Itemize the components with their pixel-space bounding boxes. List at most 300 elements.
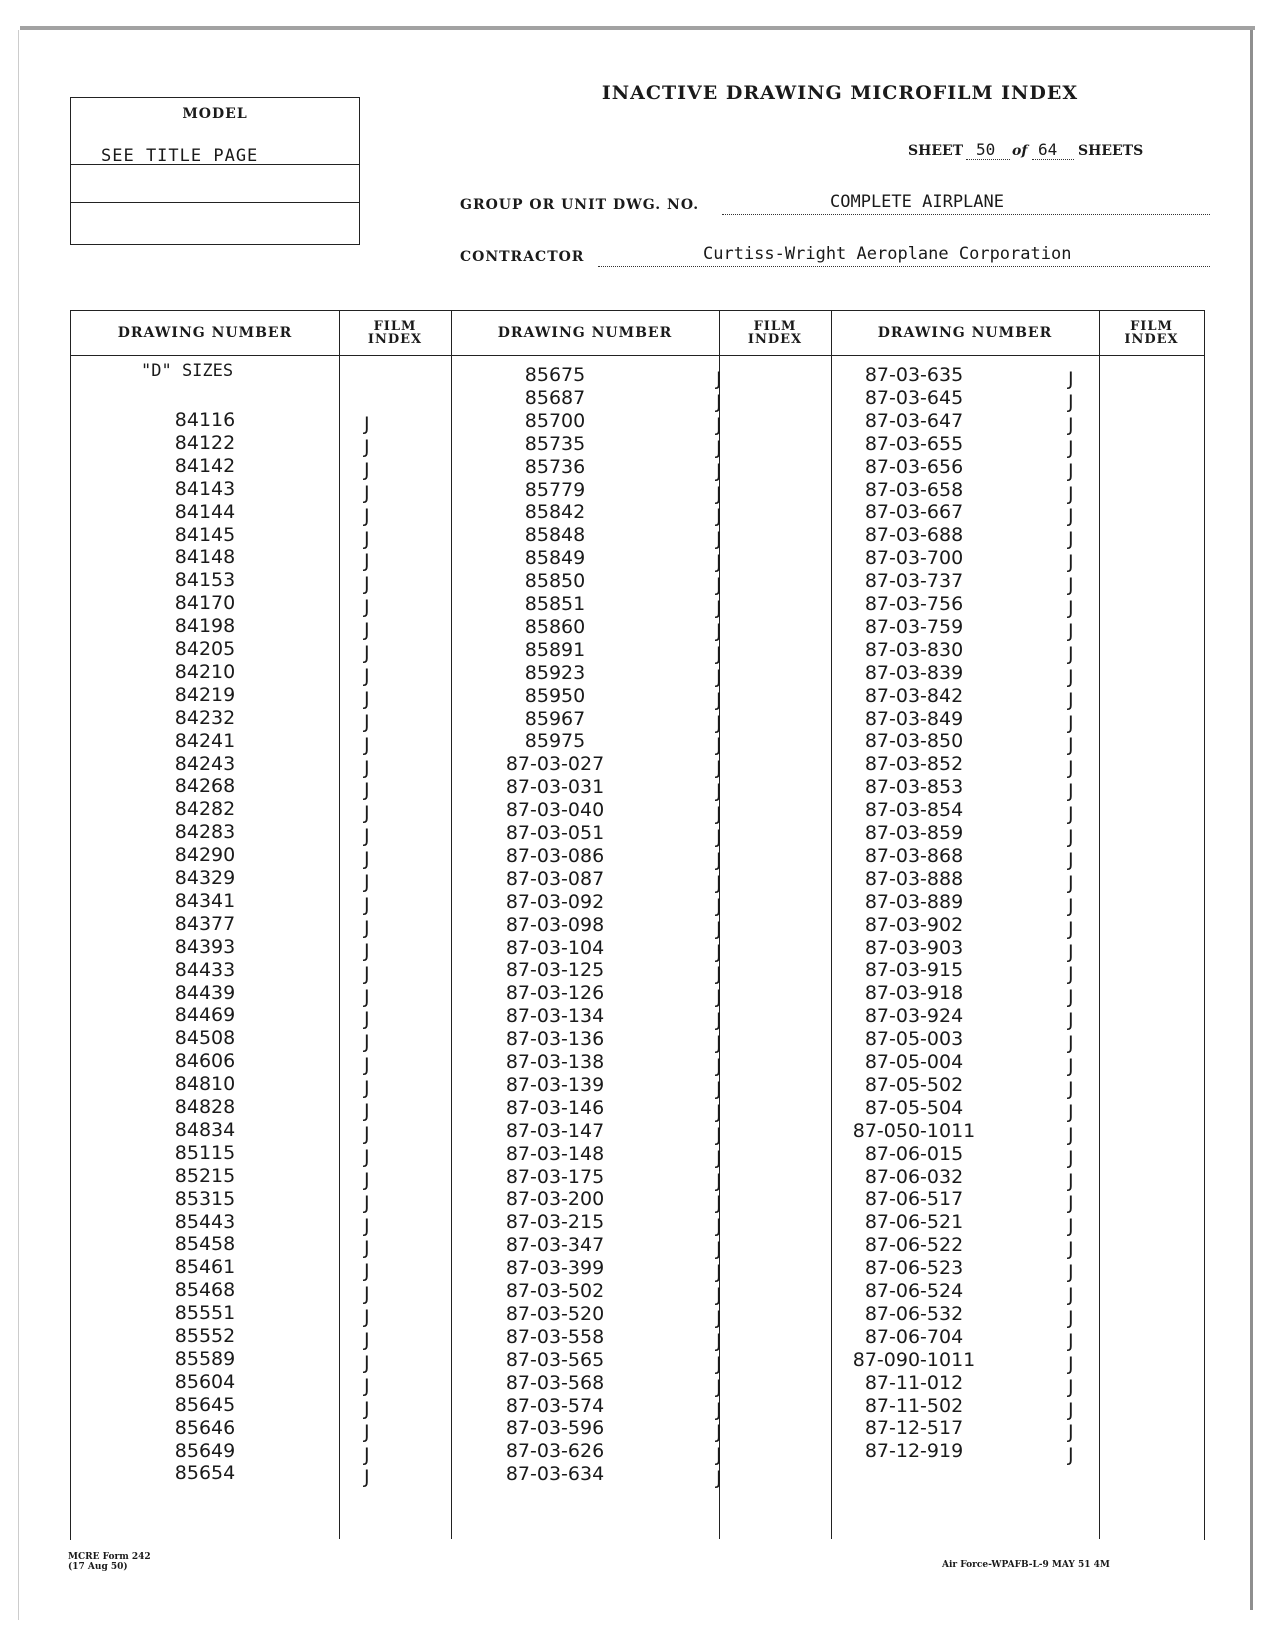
film-index-value: J: [364, 1191, 370, 1214]
model-value: SEE TITLE PAGE: [101, 146, 259, 166]
film-index-value: J: [716, 1169, 722, 1192]
column-header-film-index-2: [719, 311, 831, 355]
drawing-number: 87-03-915: [864, 959, 964, 982]
film-index-value: J: [364, 642, 370, 664]
drawing-number: 87-03-635: [864, 364, 964, 386]
contractor-line: [598, 266, 1210, 267]
film-index-value: J: [1068, 551, 1074, 574]
film-index-value: J: [716, 1352, 722, 1375]
film-index-value: J: [1068, 1238, 1074, 1261]
film-index-value: J: [364, 1260, 370, 1283]
film-index-value: J: [364, 1054, 370, 1077]
film-index-value: J: [364, 1077, 370, 1100]
film-index-value: J: [1068, 1284, 1074, 1306]
drawing-number: 87-11-502: [864, 1394, 964, 1417]
drawing-number: 85700: [524, 409, 586, 432]
film-index-value: J: [364, 1329, 370, 1351]
drawing-number: 85850: [524, 570, 586, 593]
drawing-number: 87-03-737: [864, 570, 964, 593]
drawing-number: 87-03-139: [505, 1073, 605, 1096]
scan-left-edge: [18, 30, 19, 1620]
drawing-number: 87-06-032: [864, 1165, 964, 1188]
drawing-number: 87-03-667: [864, 501, 964, 524]
table-divider-2: [451, 311, 452, 1539]
drawing-number: 87-03-850: [864, 730, 964, 753]
drawing-number: 87-03-830: [864, 638, 964, 661]
film-index-value: J: [1068, 642, 1074, 665]
drawing-number: 84241: [174, 729, 236, 752]
drawing-number: 84170: [174, 592, 236, 615]
drawing-number: 87-03-924: [864, 1005, 964, 1028]
film-index-value: J: [364, 1168, 370, 1191]
drawing-number: 85468: [174, 1279, 236, 1302]
drawing-number: 84341: [174, 889, 236, 912]
film-index-value: J: [364, 435, 370, 458]
drawing-number: 87-090-1011: [852, 1348, 976, 1371]
drawing-number: 87-03-568: [505, 1371, 605, 1394]
film-index-value: J: [716, 528, 722, 551]
drawing-number: 84198: [174, 615, 236, 638]
film-index-value: J: [1068, 1352, 1074, 1375]
film-index-value: J: [1068, 482, 1074, 505]
drawing-number: 87-03-126: [505, 982, 605, 1005]
film-index-value: J: [1068, 871, 1074, 894]
film-index-value: J: [364, 619, 370, 642]
drawing-number: 87-03-148: [505, 1142, 605, 1165]
film-index-value: J: [716, 390, 722, 413]
film-index-value: J: [364, 733, 370, 756]
film-index-value: J: [1068, 1398, 1074, 1421]
drawing-number: 84210: [174, 660, 236, 683]
film-index-value: J: [716, 963, 722, 986]
film-index-value: J: [716, 1444, 722, 1467]
drawing-number: 87-03-175: [505, 1165, 605, 1188]
film-index-value: J: [716, 1398, 722, 1421]
drawing-number: 84828: [174, 1096, 236, 1118]
film-index-value: J: [1068, 1375, 1074, 1398]
sheet-total-line: [1032, 159, 1074, 160]
film-index-value: J: [716, 413, 722, 436]
drawing-number: 85849: [524, 547, 586, 570]
drawing-number: 87-12-919: [864, 1440, 964, 1463]
film-index-value: J: [716, 1284, 722, 1306]
film-index-value: J: [1068, 1123, 1074, 1146]
drawing-number: 87-03-854: [864, 799, 964, 822]
film-index-value: J: [1068, 505, 1074, 528]
film-index-value: J: [1068, 597, 1074, 619]
drawing-number: 84268: [174, 775, 236, 798]
film-index-value: J: [1068, 917, 1074, 940]
drawing-number: 87-03-200: [505, 1188, 605, 1211]
film-index-value: J: [1068, 1329, 1074, 1352]
drawing-number: 84810: [174, 1073, 236, 1096]
drawing-number: 87-03-756: [864, 593, 964, 615]
group-value: COMPLETE AIRPLANE: [830, 192, 1004, 212]
contractor-label: CONTRACTOR: [460, 249, 585, 265]
film-index-value: J: [716, 665, 722, 688]
film-index-value: J: [364, 1351, 370, 1374]
film-index-value: J: [1068, 688, 1074, 711]
drawing-number: 87-03-092: [505, 890, 605, 913]
drawing-number: 87-06-522: [864, 1234, 964, 1257]
form-line-2: (17 Aug 50): [68, 1562, 128, 1572]
film-index-value: J: [1068, 1032, 1074, 1055]
drawing-number: 84433: [174, 958, 236, 981]
film-index-value: J: [716, 1123, 722, 1146]
sheet-total: 64: [1038, 140, 1058, 159]
film-index-value: J: [1068, 963, 1074, 986]
drawing-number: 87-03-138: [505, 1051, 605, 1073]
form-number: [68, 1552, 151, 1572]
drawing-number: 87-03-086: [505, 844, 605, 867]
film-index-value: J: [364, 962, 370, 985]
d-sizes-heading: "D" SIZES: [141, 361, 234, 381]
film-index-value: J: [716, 1077, 722, 1100]
film-index-value: J: [1068, 459, 1074, 482]
drawing-number: 85842: [524, 501, 586, 524]
drawing-number: 87-06-532: [864, 1302, 964, 1325]
film-index-value: J: [1068, 1146, 1074, 1169]
film-index-value: J: [364, 1420, 370, 1443]
film-index-value: J: [1068, 1009, 1074, 1032]
film-index-value: J: [716, 1146, 722, 1169]
film-index-value: J: [716, 505, 722, 528]
film-index-value: J: [716, 597, 722, 619]
film-header-line2: INDEX: [1124, 332, 1179, 347]
film-index-value: J: [364, 893, 370, 916]
drawing-number: 87-03-634: [505, 1463, 605, 1486]
drawing-number: 87-03-031: [505, 776, 605, 799]
drawing-number: 87-03-852: [864, 753, 964, 776]
film-index-value: J: [716, 551, 722, 574]
drawing-number: 87-03-842: [864, 684, 964, 707]
drawing-number: 85779: [524, 478, 586, 501]
drawing-number: 87-03-918: [864, 982, 964, 1005]
drawing-number: 87-03-759: [864, 615, 964, 638]
microfilm-index-table: [70, 310, 1205, 1540]
film-index-value: J: [364, 1100, 370, 1122]
film-index-value: J: [1068, 1444, 1074, 1467]
film-index-value: J: [1068, 711, 1074, 734]
film-index-value: J: [364, 687, 370, 710]
drawing-number: 87-03-147: [505, 1119, 605, 1142]
column-header-drawing-number-2: DRAWING NUMBER: [497, 325, 673, 341]
drawing-number: 87-03-399: [505, 1257, 605, 1280]
drawing-number: 87-03-104: [505, 936, 605, 959]
film-index-value: J: [364, 916, 370, 939]
film-index-value: J: [1068, 390, 1074, 413]
sheets-label: SHEETS: [1078, 143, 1144, 159]
film-index-value: J: [1068, 1261, 1074, 1284]
drawing-number: 87-06-521: [864, 1211, 964, 1234]
drawing-number: 85215: [174, 1164, 236, 1187]
column-header-film-index-3: [1099, 311, 1204, 355]
drawing-number: 84143: [174, 477, 236, 500]
film-index-value: J: [716, 1009, 722, 1032]
film-index-value: J: [716, 619, 722, 642]
group-line: [722, 214, 1210, 215]
scan-right-edge: [1250, 30, 1253, 1610]
of-label: of: [1012, 143, 1028, 159]
film-index-value: J: [1068, 734, 1074, 757]
film-index-value: J: [364, 596, 370, 619]
form-line-1: MCRE Form 242: [68, 1552, 151, 1562]
film-header-line2: INDEX: [367, 332, 423, 347]
sheet-row: [908, 140, 1210, 164]
drawing-number: 87-03-558: [505, 1325, 605, 1348]
sheet-number: 50: [976, 140, 996, 159]
drawing-number: 84145: [174, 523, 236, 546]
film-index-value: J: [364, 1122, 370, 1145]
drawing-number: 85923: [524, 661, 586, 684]
film-index-value: J: [364, 1283, 370, 1306]
drawing-number: 87-03-040: [505, 799, 605, 822]
film-index-value: J: [364, 1397, 370, 1420]
drawing-number: 85589: [174, 1347, 236, 1370]
film-index-value: J: [716, 848, 722, 871]
film-index-value: J: [364, 779, 370, 802]
film-index-value: J: [364, 550, 370, 573]
film-index-value: J: [1068, 757, 1074, 780]
film-index-value: J: [716, 1192, 722, 1215]
drawing-number: 87-03-502: [505, 1280, 605, 1302]
drawing-number: 87-03-647: [864, 409, 964, 432]
film-index-value: J: [1068, 1055, 1074, 1077]
drawing-number: 84834: [174, 1118, 236, 1141]
film-index-value: J: [716, 940, 722, 963]
printer-imprint: Air Force-WPAFB-L-9 MAY 51 4M: [942, 1560, 1110, 1570]
film-index-value: J: [716, 482, 722, 505]
drawing-number: 84282: [174, 798, 236, 821]
group-label: GROUP OR UNIT DWG. NO.: [460, 197, 700, 213]
film-index-value: J: [716, 734, 722, 757]
sheet-number-line: [966, 159, 1010, 160]
film-index-value: J: [364, 756, 370, 779]
film-index-value: J: [716, 1467, 722, 1490]
drawing-number: 84283: [174, 821, 236, 844]
drawing-number: 84469: [174, 1004, 236, 1027]
drawing-number: 85950: [524, 684, 586, 707]
film-index-value: J: [364, 1466, 370, 1489]
drawing-number: 85736: [524, 455, 586, 478]
film-index-value: J: [716, 986, 722, 1009]
drawing-number: 87-03-658: [864, 478, 964, 501]
drawing-number: 87-03-098: [505, 913, 605, 936]
film-index-value: J: [716, 574, 722, 597]
drawing-number: 87-03-889: [864, 890, 964, 913]
drawing-number: 87-03-136: [505, 1028, 605, 1051]
drawing-number: 87-03-574: [505, 1394, 605, 1417]
film-index-value: J: [364, 527, 370, 550]
drawing-number: 84393: [174, 935, 236, 958]
film-header-line2: INDEX: [747, 332, 803, 347]
film-index-value: J: [716, 1100, 722, 1123]
drawing-number: 87-05-504: [864, 1096, 964, 1119]
column-header-drawing-number-1: DRAWING NUMBER: [117, 325, 293, 341]
film-index-value: J: [1068, 1169, 1074, 1192]
sheet-label: SHEET: [908, 143, 964, 159]
film-index-value: J: [1068, 436, 1074, 459]
drawing-number: 84377: [174, 912, 236, 935]
film-index-value: J: [364, 871, 370, 893]
film-index-value: J: [364, 1145, 370, 1168]
drawing-number: 85687: [524, 386, 586, 409]
drawing-number: 87-03-656: [864, 455, 964, 478]
film-index-value: J: [1068, 780, 1074, 803]
drawing-number: 84219: [174, 683, 236, 706]
drawing-number: 84232: [174, 706, 236, 729]
drawing-number: 87-05-004: [864, 1051, 964, 1073]
drawing-number: 87-03-849: [864, 707, 964, 730]
film-index-value: J: [716, 1375, 722, 1398]
film-index-value: J: [716, 894, 722, 917]
document-title: INACTIVE DRAWING MICROFILM INDEX: [601, 82, 1079, 104]
film-index-value: J: [364, 504, 370, 527]
drawing-number: 85115: [174, 1141, 236, 1164]
film-index-value: J: [1068, 940, 1074, 963]
film-index-value: J: [1068, 368, 1074, 390]
drawing-number: 87-03-520: [505, 1302, 605, 1325]
film-index-value: J: [364, 664, 370, 687]
drawing-number: 87-03-903: [864, 936, 964, 959]
film-index-value: J: [716, 1055, 722, 1077]
film-index-value: J: [364, 939, 370, 962]
film-index-value: J: [716, 826, 722, 848]
drawing-number: 87-03-902: [864, 913, 964, 936]
drawing-number: 87-05-003: [864, 1028, 964, 1051]
drawing-number: 87-03-688: [864, 524, 964, 547]
film-index-value: J: [364, 1237, 370, 1260]
film-index-value: J: [716, 368, 722, 390]
drawing-number: 84439: [174, 981, 236, 1004]
film-index-value: J: [1068, 413, 1074, 436]
model-line-1: [71, 164, 359, 165]
drawing-number: 85552: [174, 1325, 236, 1347]
drawing-number: 85604: [174, 1370, 236, 1393]
film-index-value: J: [716, 688, 722, 711]
drawing-number: 87-03-596: [505, 1417, 605, 1440]
drawing-number: 85458: [174, 1233, 236, 1256]
drawing-number: 87-03-027: [505, 753, 605, 776]
film-index-value: J: [1068, 826, 1074, 848]
film-index-value: J: [364, 1008, 370, 1031]
drawing-number: 87-03-134: [505, 1005, 605, 1028]
film-index-value: J: [716, 642, 722, 665]
table-divider-4: [831, 311, 832, 1539]
drawing-number: 87-03-146: [505, 1096, 605, 1119]
table-divider-5: [1099, 311, 1100, 1539]
drawing-number: 85975: [524, 730, 586, 753]
drawing-number: 84606: [174, 1050, 236, 1073]
drawing-number: 87-03-839: [864, 661, 964, 684]
drawing-number: 84116: [174, 409, 236, 431]
drawing-number: 87-03-853: [864, 776, 964, 799]
drawing-number: 87-03-087: [505, 867, 605, 890]
drawing-number: 87-03-888: [864, 867, 964, 890]
drawing-number: 87-11-012: [864, 1371, 964, 1394]
drawing-number: 85891: [524, 638, 586, 661]
film-index-value: J: [364, 1374, 370, 1397]
drawing-number: 85654: [174, 1462, 236, 1485]
film-index-value: J: [1068, 1192, 1074, 1215]
film-index-value: J: [1068, 848, 1074, 871]
film-index-value: J: [716, 1329, 722, 1352]
drawing-number: 87-03-347: [505, 1234, 605, 1257]
drawing-number: 85675: [524, 364, 586, 386]
drawing-number: 85315: [174, 1187, 236, 1210]
film-index-value: J: [1068, 1077, 1074, 1100]
drawing-number: 84508: [174, 1027, 236, 1050]
film-index-value: J: [716, 917, 722, 940]
film-index-value: J: [716, 436, 722, 459]
film-index-value: J: [1068, 894, 1074, 917]
drawing-number: 84153: [174, 569, 236, 592]
film-index-value: J: [1068, 1100, 1074, 1123]
drawing-number: 87-06-704: [864, 1325, 964, 1348]
drawing-number: 87-03-859: [864, 822, 964, 844]
film-index-value: J: [716, 459, 722, 482]
table-divider-1: [339, 311, 340, 1539]
film-index-value: J: [364, 1306, 370, 1329]
drawing-number: 85461: [174, 1256, 236, 1279]
contractor-value: Curtiss-Wright Aeroplane Corporation: [703, 244, 1072, 264]
film-index-value: J: [716, 1238, 722, 1261]
film-index-value: J: [364, 1214, 370, 1237]
film-index-value: J: [716, 803, 722, 826]
drawing-number: 87-06-015: [864, 1142, 964, 1165]
drawing-number: 85735: [524, 432, 586, 455]
drawing-number: 85645: [174, 1393, 236, 1416]
drawing-number: 85860: [524, 615, 586, 638]
scan-top-edge: [20, 26, 1255, 30]
drawing-number: 84122: [174, 431, 236, 454]
model-box: [70, 97, 360, 245]
drawing-number: 87-03-215: [505, 1211, 605, 1234]
drawing-number: 85851: [524, 593, 586, 615]
drawing-number: 87-03-626: [505, 1440, 605, 1463]
drawing-number: 85551: [174, 1302, 236, 1325]
model-line-2: [71, 202, 359, 203]
drawing-number: 85646: [174, 1416, 236, 1439]
drawing-number: 87-03-125: [505, 959, 605, 982]
film-index-value: J: [364, 1031, 370, 1054]
drawing-number: 84290: [174, 844, 236, 867]
film-index-value: J: [1068, 1306, 1074, 1329]
film-index-value: J: [364, 985, 370, 1008]
film-index-value: J: [716, 871, 722, 894]
film-index-value: J: [364, 848, 370, 871]
drawing-number: 87-03-565: [505, 1348, 605, 1371]
film-index-value: J: [1068, 986, 1074, 1009]
film-index-value: J: [1068, 803, 1074, 826]
film-index-value: J: [716, 1032, 722, 1055]
film-index-value: J: [716, 757, 722, 780]
drawing-number: 85649: [174, 1439, 236, 1462]
drawing-number: 84148: [174, 546, 236, 569]
film-header-line1: FILM: [373, 319, 417, 334]
drawing-number: 87-03-700: [864, 547, 964, 570]
drawing-number: 84144: [174, 500, 236, 523]
film-index-value: J: [364, 458, 370, 481]
film-index-value: J: [1068, 574, 1074, 597]
column-header-drawing-number-3: DRAWING NUMBER: [877, 325, 1053, 341]
film-index-value: J: [364, 825, 370, 848]
drawing-number: 84142: [174, 454, 236, 477]
film-header-line1: FILM: [753, 319, 797, 334]
film-index-value: J: [716, 1261, 722, 1284]
drawing-number: 84205: [174, 638, 236, 660]
film-index-value: J: [716, 780, 722, 803]
